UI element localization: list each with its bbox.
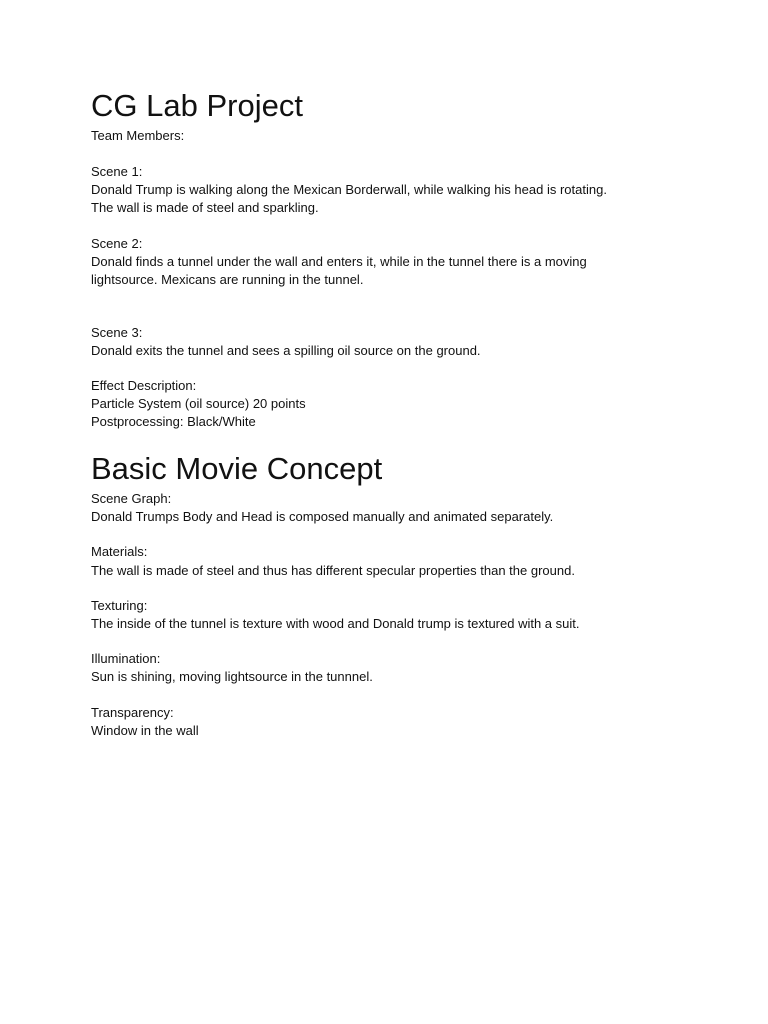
team-members-label: Team Members: [91,128,185,143]
scene2-label: Scene 2: [91,236,143,251]
scene3-line1: Donald exits the tunnel and sees a spilling oil source on the ground. [91,343,481,358]
effect-description-label: Effect Description: [91,378,197,393]
effect-line1: Particle System (oil source) 20 points [91,396,306,411]
illumination-label: Illumination: [91,651,161,666]
transparency-text: Window in the wall [91,723,199,738]
concept-title: Basic Movie Concept [91,451,383,486]
effect-line2: Postprocessing: Black/White [91,414,256,429]
materials-text: The wall is made of steel and thus has different specular properties than the ground. [91,563,575,578]
scene1-label: Scene 1: [91,164,143,179]
scene2-line2: lightsource. Mexicans are running in the tunnel. [91,272,364,287]
scene3-label: Scene 3: [91,325,143,340]
transparency-label: Transparency: [91,705,174,720]
scene-graph-text: Donald Trumps Body and Head is composed manually and animated separately. [91,509,554,524]
texturing-label: Texturing: [91,598,148,613]
scene1-line2: The wall is made of steel and sparkling. [91,200,319,215]
scene-graph-label: Scene Graph: [91,491,172,506]
scene1-line1: Donald Trump is walking along the Mexican Borderwall, while walking his head is rotating. [91,182,607,197]
illumination-text: Sun is shining, moving lightsource in the tunnnel. [91,669,373,684]
materials-label: Materials: [91,544,148,559]
project-title: CG Lab Project [91,88,303,123]
scene2-line1: Donald finds a tunnel under the wall and enters it, while in the tunnel there is a moving [91,254,587,269]
texturing-text: The inside of the tunnel is texture with wood and Donald trump is textured with a suit. [91,616,580,631]
